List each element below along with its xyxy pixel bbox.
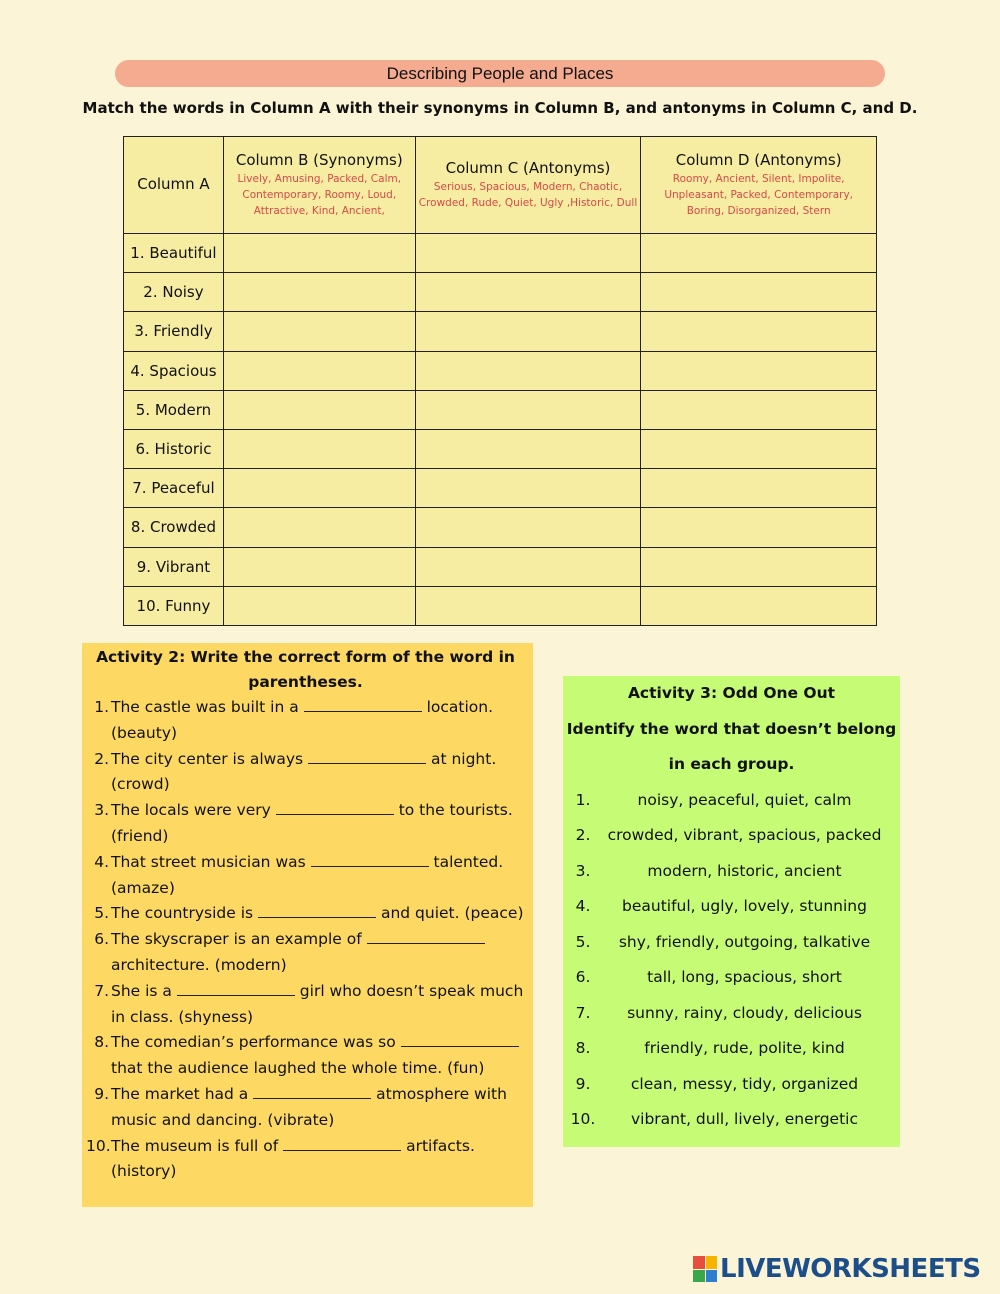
column-b-header: Column B (Synonyms) Lively, Amusing, Packed, Calm, Contemporary, Roomy, Loud, Attractive, Kind, Ancient, (223, 137, 415, 234)
liveworksheets-logo-icon (693, 1256, 717, 1282)
table-row (124, 508, 877, 547)
activity-3-list (563, 783, 900, 1138)
answer-blank[interactable] (308, 749, 426, 764)
answer-cell-column-b[interactable] (223, 429, 415, 468)
list-item (86, 1030, 525, 1082)
list-item (86, 1082, 525, 1134)
answer-cell-column-c[interactable] (415, 429, 641, 468)
sentence-before: The museum is full of (111, 1136, 284, 1155)
table-row (124, 273, 877, 312)
answer-blank[interactable] (401, 1032, 519, 1047)
answer-cell-column-d[interactable] (641, 273, 877, 312)
sentence-after: architecture. (modern) (111, 955, 287, 974)
sentence-before: The castle was built in a (111, 698, 304, 716)
table-row (124, 312, 877, 351)
answer-cell-column-d[interactable] (641, 390, 877, 429)
item-number: 8. (94, 1033, 109, 1052)
liveworksheets-logo[interactable] (693, 1253, 981, 1285)
column-a-word: 4. Spacious (124, 351, 224, 390)
answer-cell-column-d[interactable] (641, 312, 877, 351)
sentence-before: She is a (111, 981, 177, 1000)
activity-2-heading: Activity 2: Write the correct form of the word in parentheses. (96, 648, 515, 691)
sentence-after: that the audience laughed the whole time. (fun) (111, 1059, 485, 1078)
item-sentence (111, 901, 525, 927)
item-number: 4. (575, 897, 591, 915)
item-sentence (111, 695, 525, 747)
worksheet-title (115, 60, 885, 87)
activity-2-list (86, 695, 525, 1185)
item-number: 2. (94, 749, 109, 768)
answer-cell-column-c[interactable] (415, 351, 641, 390)
column-a-word: 7. Peaceful (124, 469, 224, 508)
column-a-word: 2. Noisy (124, 273, 224, 312)
item-number: 10. (86, 1136, 111, 1155)
item-number: 3. (575, 861, 591, 880)
item-number: 7. (94, 981, 109, 1000)
matching-table (123, 136, 877, 626)
activity-3-heading: Activity 3: Odd One Out (627, 684, 836, 702)
word-group[interactable]: modern, historic, ancient (647, 861, 842, 880)
list-item[interactable] (563, 996, 900, 1032)
item-number: 4. (94, 852, 109, 871)
column-a-word: 6. Historic (124, 429, 224, 468)
answer-cell-column-b[interactable] (223, 508, 415, 547)
table-row (124, 390, 877, 429)
answer-cell-column-c[interactable] (415, 547, 641, 586)
answer-cell-column-c[interactable] (415, 273, 641, 312)
word-group[interactable]: clean, messy, tidy, organized (630, 1074, 859, 1093)
item-sentence (111, 927, 525, 979)
word-group[interactable]: friendly, rude, polite, kind (644, 1039, 845, 1057)
item-sentence (111, 979, 525, 1031)
sentence-before: The market had a (111, 1084, 254, 1103)
activity-3-panel (563, 676, 900, 1147)
answer-blank[interactable] (253, 1084, 371, 1099)
answer-cell-column-b[interactable] (223, 469, 415, 508)
list-item[interactable] (563, 1031, 900, 1067)
sentence-before: The comedian’s performance was so (111, 1033, 401, 1052)
item-sentence (111, 747, 525, 799)
item-number: 9. (94, 1084, 109, 1103)
answer-cell-column-d[interactable] (641, 234, 877, 273)
activity-2-panel (82, 643, 533, 1207)
list-item (86, 979, 525, 1031)
item-number: 5. (575, 932, 591, 951)
item-number: 10. (570, 1110, 596, 1128)
list-item[interactable] (563, 960, 900, 996)
item-number: 1. (575, 790, 591, 809)
answer-cell-column-c[interactable] (415, 586, 641, 625)
answer-cell-column-d[interactable] (641, 351, 877, 390)
list-item (86, 747, 525, 799)
liveworksheets-logo-text: LIVEWORKSHEETS (720, 1254, 981, 1284)
item-sentence (111, 1134, 525, 1186)
instructions: Match the words in Column A with their synonyms in Column B, and antonyms in Column C, and D. (82, 99, 918, 117)
sentence-after: atmosphere with music and dancing. (vibrate) (111, 1084, 507, 1129)
item-number: 8. (575, 1039, 591, 1057)
answer-cell-column-c[interactable] (415, 390, 641, 429)
answer-cell-column-b[interactable] (223, 547, 415, 586)
column-a-word: 8. Crowded (124, 508, 224, 547)
list-item (86, 695, 525, 747)
answer-blank[interactable] (283, 1136, 401, 1151)
column-a-header: Column A (124, 137, 224, 234)
column-a-word: 5. Modern (124, 390, 224, 429)
list-item[interactable] (563, 1067, 900, 1103)
item-number: 3. (94, 801, 109, 820)
answer-cell-column-b[interactable] (223, 312, 415, 351)
column-a-word: 9. Vibrant (124, 547, 224, 586)
answer-cell-column-d[interactable] (641, 429, 877, 468)
item-number: 7. (575, 1003, 591, 1022)
table-row (124, 429, 877, 468)
item-number: 6. (575, 968, 591, 986)
word-group[interactable]: beautiful, ugly, lovely, stunning (622, 897, 867, 915)
item-sentence (111, 798, 525, 850)
sentence-after: at night. (crowd) (111, 749, 497, 794)
word-group[interactable]: sunny, rainy, cloudy, delicious (627, 1003, 862, 1022)
sentence-before: The skyscraper is an example of (111, 930, 367, 949)
sentence-after: location. (beauty) (111, 698, 493, 742)
word-group[interactable]: vibrant, dull, lively, energetic (630, 1110, 858, 1128)
list-item[interactable] (563, 1102, 900, 1138)
sentence-before: The locals were very (111, 801, 276, 820)
answer-cell-column-d[interactable] (641, 586, 877, 625)
table-row (124, 351, 877, 390)
word-group[interactable]: tall, long, spacious, short (647, 968, 842, 986)
sentence-after: and quiet. (peace) (376, 904, 524, 923)
answer-cell-column-d[interactable] (641, 508, 877, 547)
answer-blank[interactable] (367, 929, 485, 944)
answer-cell-column-d[interactable] (641, 547, 877, 586)
table-row (124, 234, 877, 273)
activity-3-subheading: Identify the word that doesn’t belong in each group. (566, 719, 897, 773)
list-item (86, 927, 525, 979)
column-a-word: 3. Friendly (124, 312, 224, 351)
table-header-row (124, 137, 877, 234)
answer-blank[interactable] (304, 697, 422, 712)
answer-blank[interactable] (177, 981, 295, 996)
item-sentence (111, 1030, 525, 1082)
item-number: 2. (575, 826, 591, 844)
worksheet-title-text: Describing People and Places (386, 63, 614, 83)
answer-cell-column-c[interactable] (415, 234, 641, 273)
item-sentence (111, 1082, 525, 1134)
list-item (86, 850, 525, 902)
table-row (124, 586, 877, 625)
answer-blank[interactable] (276, 800, 394, 815)
column-a-word: 1. Beautiful (124, 234, 224, 273)
sentence-before: That street musician was (111, 852, 311, 871)
answer-blank[interactable] (311, 852, 429, 867)
answer-cell-column-b[interactable] (223, 273, 415, 312)
list-item[interactable] (563, 783, 900, 819)
word-group[interactable]: shy, friendly, outgoing, talkative (618, 932, 871, 951)
answer-cell-column-b[interactable] (223, 351, 415, 390)
list-item[interactable] (563, 925, 900, 961)
sentence-before: The city center is always (111, 749, 309, 768)
column-a-word: 10. Funny (124, 586, 224, 625)
item-number: 5. (94, 904, 109, 923)
answer-blank[interactable] (258, 903, 376, 918)
answer-cell-column-c[interactable] (415, 312, 641, 351)
list-item[interactable] (563, 854, 900, 890)
answer-cell-column-b[interactable] (223, 390, 415, 429)
sentence-after: to the tourists. (friend) (111, 801, 513, 845)
answer-cell-column-b[interactable] (223, 586, 415, 625)
column-d-header: Column D (Antonyms) Roomy, Ancient, Silent, Impolite, Unpleasant, Packed, Contemporary, Boring, Disorganized, Stern (641, 137, 877, 234)
word-group[interactable]: crowded, vibrant, spacious, packed (607, 826, 882, 844)
list-item[interactable] (563, 818, 900, 854)
column-d-word-bank: Roomy, Ancient, Silent, Impolite, Unpleasant, Packed, Contemporary, Boring, Disorganized, Stern (664, 172, 853, 218)
table-row (124, 469, 877, 508)
sentence-after: artifacts. (history) (111, 1136, 475, 1181)
sentence-after: talented. (amaze) (111, 852, 504, 897)
list-item[interactable] (563, 889, 900, 925)
column-c-header: Column C (Antonyms) Serious, Spacious, Modern, Chaotic, Crowded, Rude, Quiet, Ugly ,Historic, Dull (415, 137, 641, 234)
table-row (124, 547, 877, 586)
item-sentence (111, 850, 525, 902)
answer-cell-column-c[interactable] (415, 469, 641, 508)
list-item (86, 901, 525, 927)
list-item (86, 1134, 525, 1186)
answer-cell-column-d[interactable] (641, 469, 877, 508)
item-number: 1. (94, 698, 109, 716)
sentence-after: girl who doesn’t speak much in class. (shyness) (111, 981, 524, 1026)
item-number: 6. (94, 930, 109, 949)
answer-cell-column-c[interactable] (415, 508, 641, 547)
answer-cell-column-b[interactable] (223, 234, 415, 273)
column-c-word-bank: Serious, Spacious, Modern, Chaotic, Crowded, Rude, Quiet, Ugly ,Historic, Dull (418, 180, 638, 209)
list-item (86, 798, 525, 850)
sentence-before: The countryside is (111, 904, 259, 923)
word-group[interactable]: noisy, peaceful, quiet, calm (637, 790, 852, 809)
column-b-word-bank: Lively, Amusing, Packed, Calm, Contemporary, Roomy, Loud, Attractive, Kind, Ancient, (237, 172, 402, 218)
item-number: 9. (575, 1074, 591, 1093)
